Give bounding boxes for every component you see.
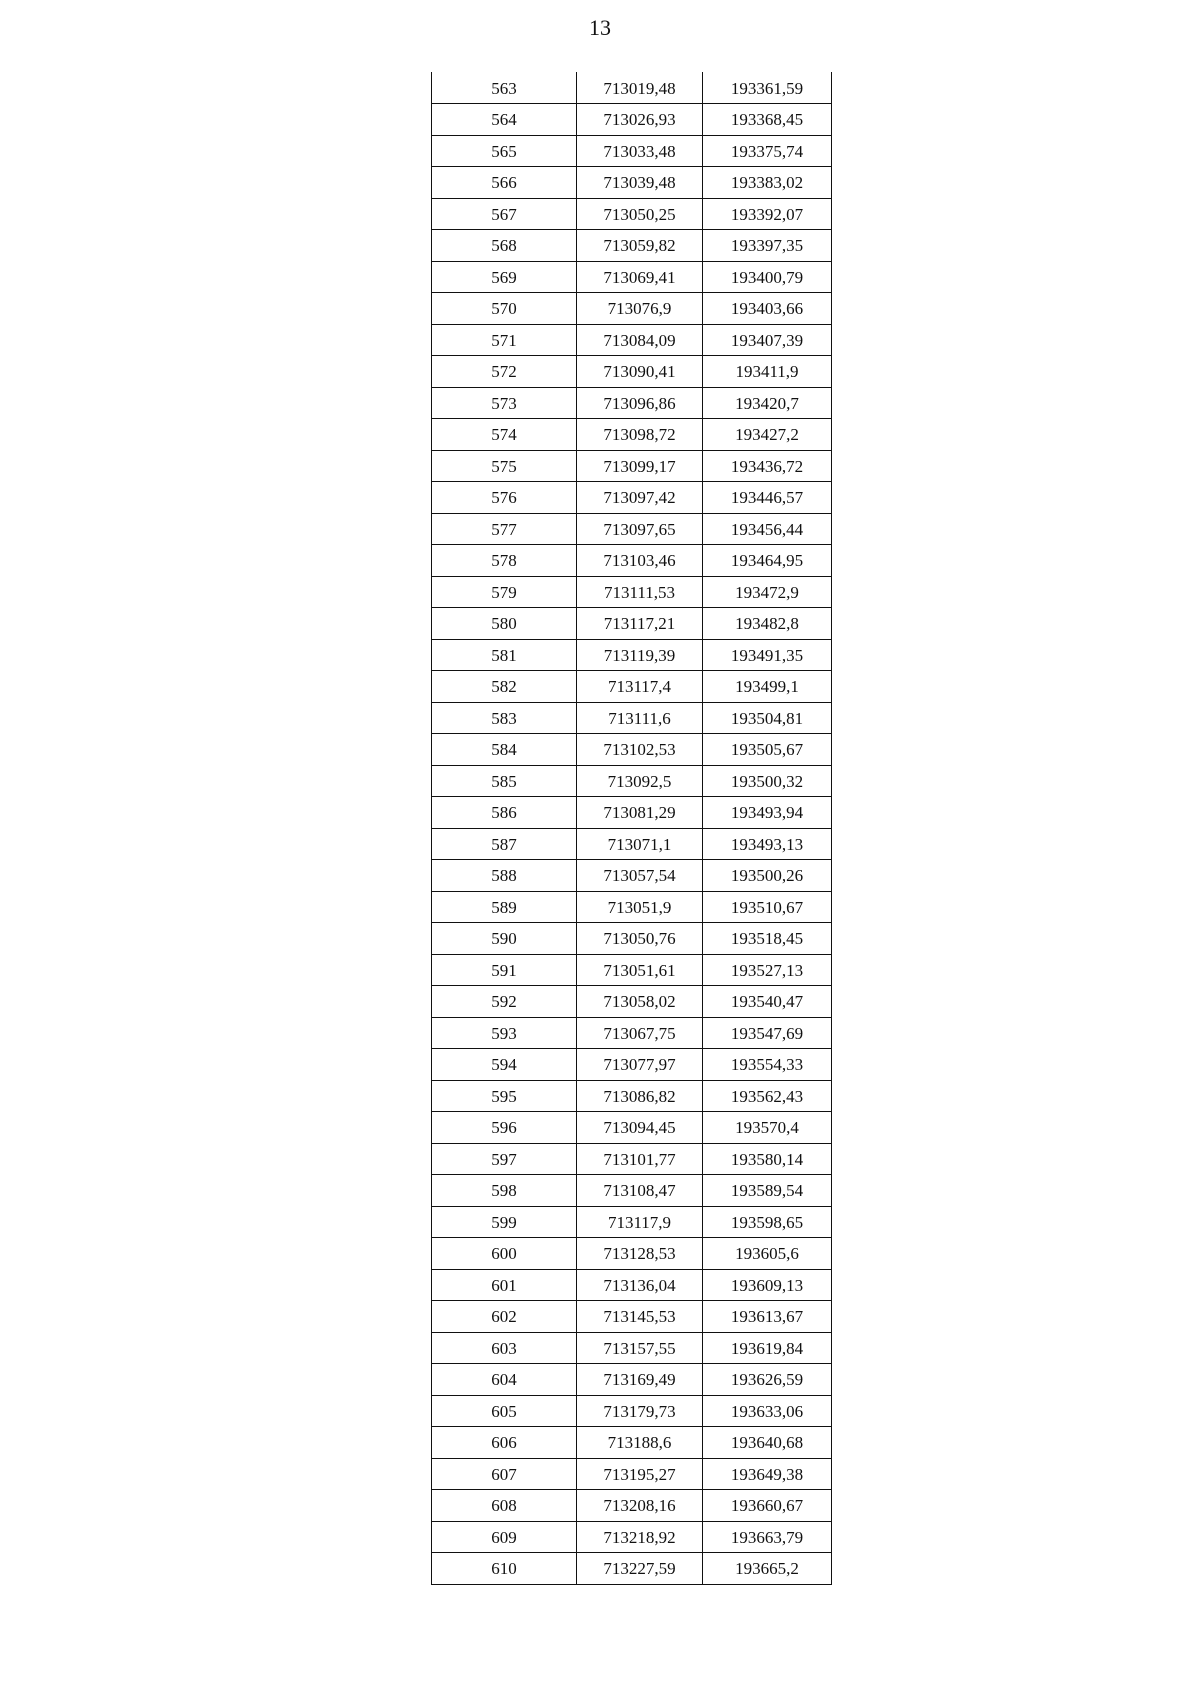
table-row [432, 419, 832, 451]
x-coordinate-cell: 713039,48 [577, 167, 703, 199]
x-coordinate-cell: 713058,02 [577, 986, 703, 1018]
x-coordinate-cell: 713050,76 [577, 923, 703, 955]
y-coordinate-cell: 193420,7 [703, 387, 832, 419]
y-coordinate-cell: 193547,69 [703, 1017, 832, 1049]
x-coordinate-cell: 713117,4 [577, 671, 703, 703]
x-coordinate-cell: 713086,82 [577, 1080, 703, 1112]
point-number-cell: 608 [432, 1490, 577, 1522]
table-row [432, 1332, 832, 1364]
table-row [432, 1269, 832, 1301]
table-row [432, 450, 832, 482]
y-coordinate-cell: 193411,9 [703, 356, 832, 388]
table-row [432, 198, 832, 230]
x-coordinate-cell: 713227,59 [577, 1553, 703, 1585]
table-row [432, 797, 832, 829]
y-coordinate-cell: 193397,35 [703, 230, 832, 262]
table-row [432, 923, 832, 955]
x-coordinate-cell: 713128,53 [577, 1238, 703, 1270]
y-coordinate-cell: 193436,72 [703, 450, 832, 482]
y-coordinate-cell: 193619,84 [703, 1332, 832, 1364]
x-coordinate-cell: 713108,47 [577, 1175, 703, 1207]
point-number-cell: 566 [432, 167, 577, 199]
x-coordinate-cell: 713117,9 [577, 1206, 703, 1238]
point-number-cell: 563 [432, 72, 577, 104]
x-coordinate-cell: 713103,46 [577, 545, 703, 577]
y-coordinate-cell: 193493,13 [703, 828, 832, 860]
point-number-cell: 564 [432, 104, 577, 136]
table-row [432, 545, 832, 577]
point-number-cell: 581 [432, 639, 577, 671]
point-number-cell: 590 [432, 923, 577, 955]
y-coordinate-cell: 193663,79 [703, 1521, 832, 1553]
table-row [432, 513, 832, 545]
y-coordinate-cell: 193403,66 [703, 293, 832, 325]
x-coordinate-cell: 713111,53 [577, 576, 703, 608]
coordinates-table-body [432, 72, 832, 1584]
point-number-cell: 593 [432, 1017, 577, 1049]
y-coordinate-cell: 193510,67 [703, 891, 832, 923]
x-coordinate-cell: 713101,77 [577, 1143, 703, 1175]
table-row [432, 1427, 832, 1459]
table-row [432, 482, 832, 514]
x-coordinate-cell: 713051,61 [577, 954, 703, 986]
table-row [432, 734, 832, 766]
table-row [432, 1143, 832, 1175]
x-coordinate-cell: 713099,17 [577, 450, 703, 482]
y-coordinate-cell: 193540,47 [703, 986, 832, 1018]
table-row [432, 1049, 832, 1081]
x-coordinate-cell: 713097,65 [577, 513, 703, 545]
point-number-cell: 600 [432, 1238, 577, 1270]
y-coordinate-cell: 193518,45 [703, 923, 832, 955]
y-coordinate-cell: 193400,79 [703, 261, 832, 293]
point-number-cell: 584 [432, 734, 577, 766]
x-coordinate-cell: 713145,53 [577, 1301, 703, 1333]
point-number-cell: 599 [432, 1206, 577, 1238]
y-coordinate-cell: 193570,4 [703, 1112, 832, 1144]
table-row [432, 1175, 832, 1207]
table-row [432, 135, 832, 167]
table-row [432, 324, 832, 356]
table-row [432, 293, 832, 325]
point-number-cell: 596 [432, 1112, 577, 1144]
point-number-cell: 597 [432, 1143, 577, 1175]
x-coordinate-cell: 713077,97 [577, 1049, 703, 1081]
y-coordinate-cell: 193456,44 [703, 513, 832, 545]
y-coordinate-cell: 193464,95 [703, 545, 832, 577]
x-coordinate-cell: 713136,04 [577, 1269, 703, 1301]
table-row [432, 1395, 832, 1427]
point-number-cell: 602 [432, 1301, 577, 1333]
y-coordinate-cell: 193500,32 [703, 765, 832, 797]
table-row [432, 576, 832, 608]
point-number-cell: 607 [432, 1458, 577, 1490]
table-row [432, 1364, 832, 1396]
y-coordinate-cell: 193500,26 [703, 860, 832, 892]
x-coordinate-cell: 713071,1 [577, 828, 703, 860]
point-number-cell: 587 [432, 828, 577, 860]
y-coordinate-cell: 193499,1 [703, 671, 832, 703]
point-number-cell: 589 [432, 891, 577, 923]
x-coordinate-cell: 713084,09 [577, 324, 703, 356]
point-number-cell: 606 [432, 1427, 577, 1459]
point-number-cell: 588 [432, 860, 577, 892]
table-row [432, 639, 832, 671]
y-coordinate-cell: 193392,07 [703, 198, 832, 230]
y-coordinate-cell: 193660,67 [703, 1490, 832, 1522]
point-number-cell: 565 [432, 135, 577, 167]
table-row [432, 356, 832, 388]
coordinates-table [431, 72, 832, 1585]
point-number-cell: 572 [432, 356, 577, 388]
point-number-cell: 580 [432, 608, 577, 640]
table-row [432, 765, 832, 797]
point-number-cell: 576 [432, 482, 577, 514]
point-number-cell: 571 [432, 324, 577, 356]
x-coordinate-cell: 713102,53 [577, 734, 703, 766]
table-row [432, 954, 832, 986]
table-row [432, 1458, 832, 1490]
y-coordinate-cell: 193383,02 [703, 167, 832, 199]
y-coordinate-cell: 193589,54 [703, 1175, 832, 1207]
y-coordinate-cell: 193361,59 [703, 72, 832, 104]
point-number-cell: 586 [432, 797, 577, 829]
point-number-cell: 582 [432, 671, 577, 703]
x-coordinate-cell: 713069,41 [577, 261, 703, 293]
x-coordinate-cell: 713051,9 [577, 891, 703, 923]
table-row [432, 1521, 832, 1553]
y-coordinate-cell: 193446,57 [703, 482, 832, 514]
y-coordinate-cell: 193368,45 [703, 104, 832, 136]
x-coordinate-cell: 713218,92 [577, 1521, 703, 1553]
point-number-cell: 570 [432, 293, 577, 325]
table-row [432, 828, 832, 860]
x-coordinate-cell: 713157,55 [577, 1332, 703, 1364]
x-coordinate-cell: 713026,93 [577, 104, 703, 136]
x-coordinate-cell: 713033,48 [577, 135, 703, 167]
y-coordinate-cell: 193665,2 [703, 1553, 832, 1585]
y-coordinate-cell: 193609,13 [703, 1269, 832, 1301]
y-coordinate-cell: 193649,38 [703, 1458, 832, 1490]
table-row [432, 891, 832, 923]
table-row [432, 1238, 832, 1270]
y-coordinate-cell: 193562,43 [703, 1080, 832, 1112]
x-coordinate-cell: 713188,6 [577, 1427, 703, 1459]
x-coordinate-cell: 713094,45 [577, 1112, 703, 1144]
x-coordinate-cell: 713090,41 [577, 356, 703, 388]
page-number: 13 [589, 15, 611, 40]
x-coordinate-cell: 713098,72 [577, 419, 703, 451]
point-number-cell: 609 [432, 1521, 577, 1553]
table-row [432, 72, 832, 104]
table-row [432, 702, 832, 734]
x-coordinate-cell: 713067,75 [577, 1017, 703, 1049]
y-coordinate-cell: 193554,33 [703, 1049, 832, 1081]
table-row [432, 1080, 832, 1112]
point-number-cell: 585 [432, 765, 577, 797]
point-number-cell: 578 [432, 545, 577, 577]
y-coordinate-cell: 193580,14 [703, 1143, 832, 1175]
table-row [432, 860, 832, 892]
point-number-cell: 610 [432, 1553, 577, 1585]
y-coordinate-cell: 193527,13 [703, 954, 832, 986]
x-coordinate-cell: 713208,16 [577, 1490, 703, 1522]
x-coordinate-cell: 713179,73 [577, 1395, 703, 1427]
x-coordinate-cell: 713057,54 [577, 860, 703, 892]
y-coordinate-cell: 193407,39 [703, 324, 832, 356]
point-number-cell: 574 [432, 419, 577, 451]
table-row [432, 230, 832, 262]
point-number-cell: 575 [432, 450, 577, 482]
y-coordinate-cell: 193472,9 [703, 576, 832, 608]
x-coordinate-cell: 713096,86 [577, 387, 703, 419]
table-row [432, 167, 832, 199]
point-number-cell: 605 [432, 1395, 577, 1427]
x-coordinate-cell: 713092,5 [577, 765, 703, 797]
x-coordinate-cell: 713169,49 [577, 1364, 703, 1396]
point-number-cell: 601 [432, 1269, 577, 1301]
table-row [432, 1553, 832, 1585]
table-row [432, 104, 832, 136]
x-coordinate-cell: 713050,25 [577, 198, 703, 230]
table-row [432, 986, 832, 1018]
y-coordinate-cell: 193504,81 [703, 702, 832, 734]
table-row [432, 1017, 832, 1049]
table-row [432, 1206, 832, 1238]
point-number-cell: 591 [432, 954, 577, 986]
point-number-cell: 569 [432, 261, 577, 293]
table-row [432, 261, 832, 293]
y-coordinate-cell: 193482,8 [703, 608, 832, 640]
y-coordinate-cell: 193375,74 [703, 135, 832, 167]
y-coordinate-cell: 193493,94 [703, 797, 832, 829]
x-coordinate-cell: 713111,6 [577, 702, 703, 734]
point-number-cell: 568 [432, 230, 577, 262]
y-coordinate-cell: 193633,06 [703, 1395, 832, 1427]
table-row [432, 1301, 832, 1333]
table-row [432, 608, 832, 640]
y-coordinate-cell: 193427,2 [703, 419, 832, 451]
point-number-cell: 573 [432, 387, 577, 419]
point-number-cell: 594 [432, 1049, 577, 1081]
point-number-cell: 604 [432, 1364, 577, 1396]
y-coordinate-cell: 193626,59 [703, 1364, 832, 1396]
table-row [432, 671, 832, 703]
table-row [432, 387, 832, 419]
x-coordinate-cell: 713119,39 [577, 639, 703, 671]
table-row [432, 1112, 832, 1144]
point-number-cell: 577 [432, 513, 577, 545]
x-coordinate-cell: 713117,21 [577, 608, 703, 640]
point-number-cell: 595 [432, 1080, 577, 1112]
x-coordinate-cell: 713081,29 [577, 797, 703, 829]
point-number-cell: 592 [432, 986, 577, 1018]
x-coordinate-cell: 713019,48 [577, 72, 703, 104]
y-coordinate-cell: 193613,67 [703, 1301, 832, 1333]
x-coordinate-cell: 713076,9 [577, 293, 703, 325]
x-coordinate-cell: 713059,82 [577, 230, 703, 262]
table-row [432, 1490, 832, 1522]
y-coordinate-cell: 193598,65 [703, 1206, 832, 1238]
x-coordinate-cell: 713097,42 [577, 482, 703, 514]
y-coordinate-cell: 193605,6 [703, 1238, 832, 1270]
point-number-cell: 603 [432, 1332, 577, 1364]
y-coordinate-cell: 193491,35 [703, 639, 832, 671]
point-number-cell: 583 [432, 702, 577, 734]
point-number-cell: 567 [432, 198, 577, 230]
point-number-cell: 579 [432, 576, 577, 608]
y-coordinate-cell: 193505,67 [703, 734, 832, 766]
x-coordinate-cell: 713195,27 [577, 1458, 703, 1490]
point-number-cell: 598 [432, 1175, 577, 1207]
y-coordinate-cell: 193640,68 [703, 1427, 832, 1459]
